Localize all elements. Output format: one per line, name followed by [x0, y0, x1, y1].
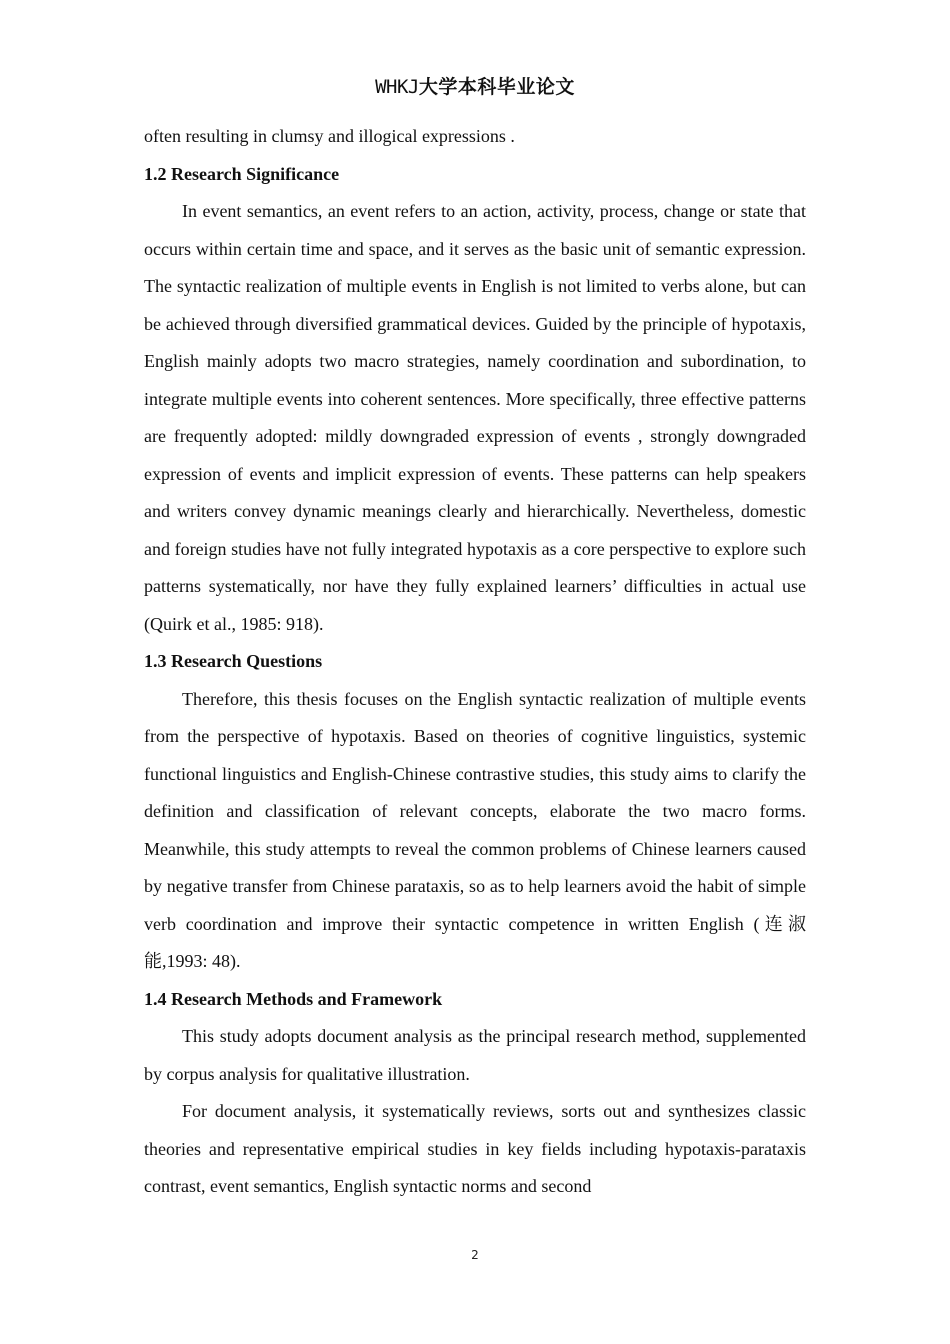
section-heading: 1.4 Research Methods and Framework: [144, 988, 443, 1009]
header-latin-code: WHKJ: [375, 76, 419, 98]
body-paragraph: In event semantics, an event refers to an action, activity, process, change or state that occurs within certain time and space, and it serves as the basic unit of semantic expression. The syntactic realization of multiple events in English is not limited to verbs alone, but can be achieved through diversified grammatical devices. Guided by the principle of hypotaxis, English mainly adopts two macro strategies, namely coordination and subordination, to integrate multiple events into coherent sentences. More specifically, three effective patterns are frequently adopted: mildly downgraded expression of events , strongly downgraded expression of events and implicit expression of events. These patterns can help speakers and writers convey dynamic meanings clearly and hierarchically. Nevertheless, domestic and foreign studies have not fully integrated hypotaxis as a core perspective to explore such patterns systematically, nor have they fully explained learners’ difficulties in actual use (Quirk et al., 1985: 918).: [144, 201, 806, 634]
body-paragraph: For document analysis, it systematically reviews, sorts out and synthesizes classic theories and representative empirical studies in key fields including hypotaxis-parataxis contrast, event semantics, English syntactic norms and second: [144, 1101, 806, 1196]
header-title-cn: 大学本科毕业论文: [418, 76, 575, 98]
running-header: [0, 72, 950, 99]
section-heading: 1.3 Research Questions: [144, 651, 323, 671]
body-content: [144, 118, 806, 1206]
section-heading: 1.2 Research Significance: [144, 163, 340, 184]
page-number: 2: [471, 1248, 479, 1262]
body-paragraph: Therefore, this thesis focuses on the English syntactic realization of multiple events from the perspective of hypotaxis. Based on theories of cognitive linguistics, systemic functional linguistics and English-Chinese contrastive studies, this study aims to clarify the definition and classification of relevant concepts, elaborate the two macro forms. Meanwhile, this study attempts to reveal the common problems of Chinese learners caused by negative transfer from Chinese parataxis, so as to help learners avoid the habit of simple verb coordination and improve their syntactic competence in written English (连淑能,1993: 48).: [144, 688, 806, 971]
body-paragraph: often resulting in clumsy and illogical expressions .: [144, 126, 515, 146]
body-paragraph: This study adopts document analysis as the principal research method, supplemented by corpus analysis for qualitative illustration.: [144, 1026, 806, 1084]
